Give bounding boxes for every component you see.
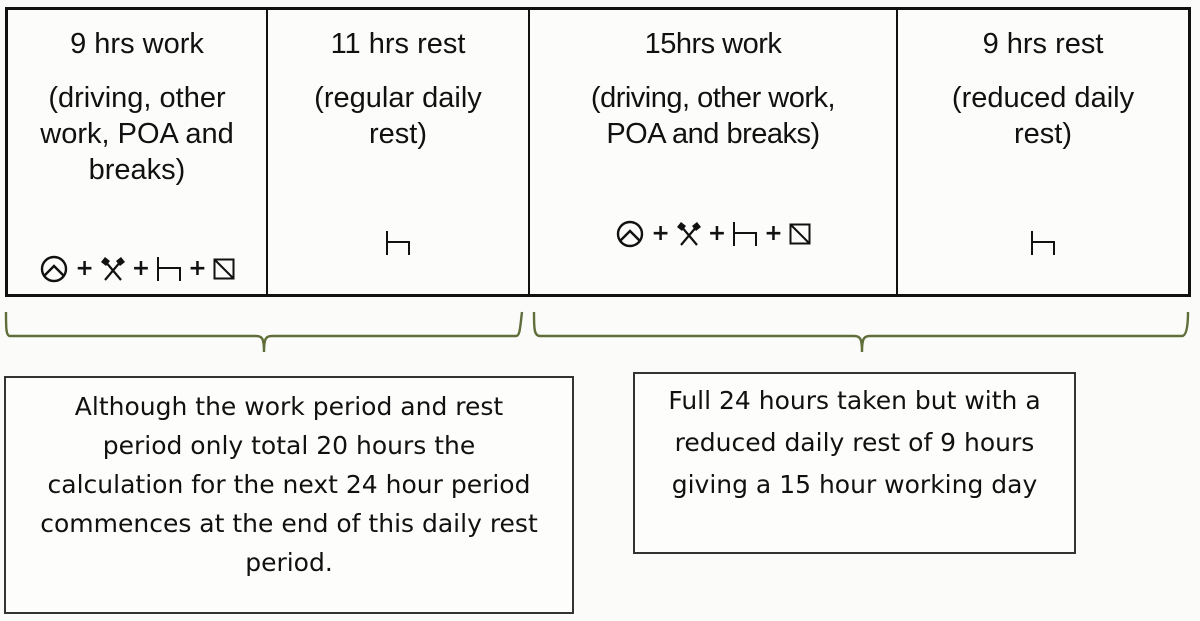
other-work-icon [676,221,702,247]
plus-icon: + [764,221,783,246]
note-line: Full 24 hours taken but with a [668,386,1041,415]
activity-icons [530,220,896,248]
timeline-table [5,7,1191,297]
description-line: POA and breaks) [606,118,820,150]
rest-bed-icon [1030,230,1056,256]
period-description [898,80,1188,152]
other-work-icon [100,256,126,282]
activity-icons [268,230,528,256]
note-line: calculation for the next 24 hour period [47,470,531,499]
rest-bed-icon [385,230,411,256]
period-cell-work-15h [530,10,898,294]
period-description [8,80,266,188]
period-cell-rest-9h [898,10,1188,294]
note-line: reduced daily rest of 9 hours [674,428,1035,457]
availability-icon [213,258,235,280]
period-description [268,80,528,152]
rest-bed-icon [156,256,182,282]
activity-icons [8,255,266,283]
plus-icon: + [188,256,207,281]
description-line: rest) [1014,118,1072,150]
description-line: (regular daily [314,82,482,114]
driving-icon [39,255,69,283]
period-title: 9 hrs rest [982,28,1104,60]
description-line: work, POA and [40,118,234,150]
note-line: period only total 20 hours the [102,431,476,460]
period-cell-work-9h [8,10,268,294]
description-line: breaks) [88,154,186,186]
period-title: 11 hrs rest [330,28,466,60]
plus-icon: + [651,221,670,246]
note-line: giving a 15 hour working day [671,470,1038,499]
right-curly-brace [528,300,1200,360]
description-line: (driving, other [48,82,226,114]
period-cell-rest-11h [268,10,530,294]
period-description [530,80,896,152]
rest-bed-icon [732,221,758,247]
note-line: Although the work period and rest [74,392,504,421]
activity-icons [898,230,1188,256]
plus-icon: + [131,256,151,281]
plus-icon: + [707,221,727,246]
left-curly-brace [0,300,530,360]
period-title: 15hrs work [644,28,782,60]
note-line: commences at the end of this daily rest [40,509,538,538]
note-left-explanation [4,376,574,614]
note-line: period. [245,548,333,577]
description-line: (reduced daily [951,82,1135,114]
description-line: rest) [369,118,427,150]
availability-icon [789,223,811,245]
driving-icon [615,220,645,248]
note-right-explanation [633,372,1076,554]
period-title: 9 hrs work [70,28,204,60]
description-line: (driving, other work, [590,82,836,114]
plus-icon: + [75,256,94,281]
